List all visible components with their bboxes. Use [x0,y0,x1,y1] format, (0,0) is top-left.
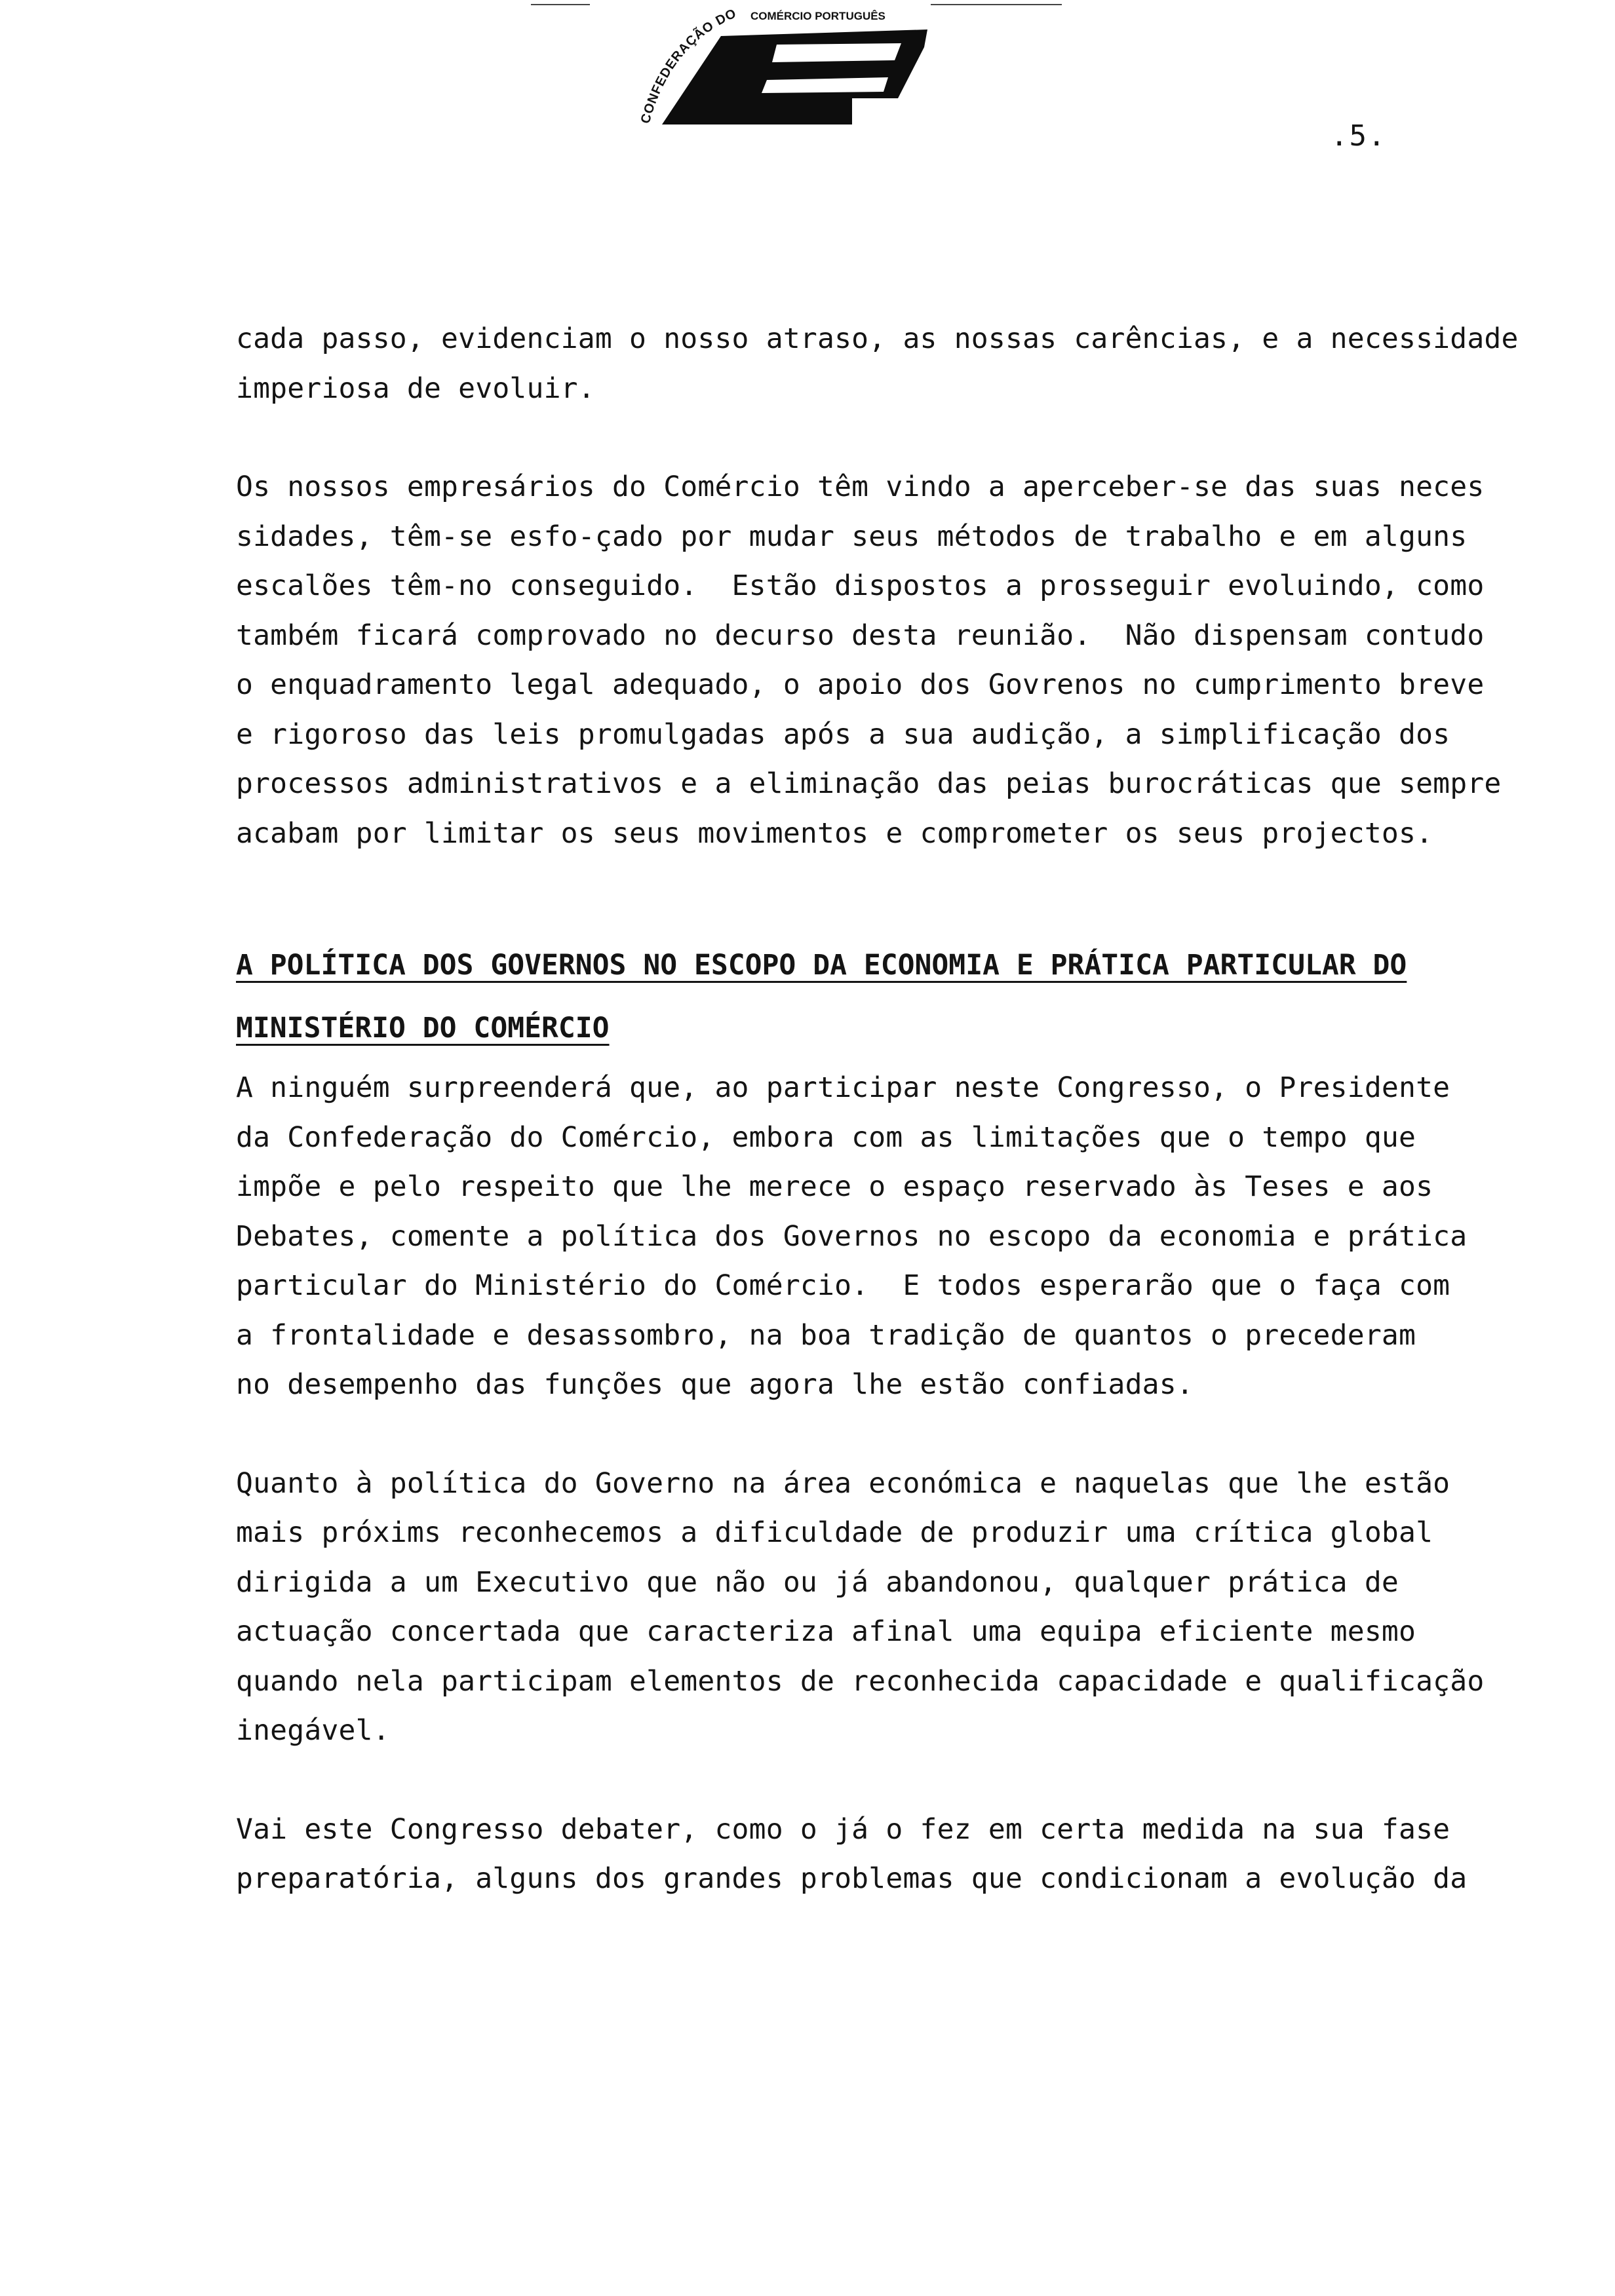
text-line: imperiosa de evoluir. [236,372,595,405]
text-line: cada passo, evidenciam o nosso atraso, as nossas carências, e a necessidade [236,322,1519,355]
page-number: .5. [1331,119,1387,153]
text-line: da Confederação do Comércio, embora com as limitações que o tempo que [236,1120,1416,1154]
text-line: Debates, comente a política dos Governos no escopo da economia e prática [236,1219,1468,1253]
text-line: actuação concertada que caracteriza afinal uma equipa eficiente mesmo [236,1615,1416,1648]
text-line: a frontalidade e desassombro, na boa tradição de quantos o precederam [236,1318,1416,1352]
text-line: e rigoroso das leis promulgadas após a sua audição, a simplificação dos [236,718,1450,751]
text-line: preparatória, alguns dos grandes problemas que condicionam a evolução da [236,1862,1468,1895]
text-line: processos administrativos e a eliminação das peias burocráticas que sempre [236,767,1502,800]
paragraph-2 [236,463,1502,858]
text-line: particular do Ministério do Comércio. E todos esperarão que o faça com [236,1269,1450,1302]
text-line: Quanto à política do Governo na área económica e naquelas que lhe estão [236,1466,1450,1500]
text-line: quando nela participam elementos de reconhecida capacidade e qualificação [236,1664,1485,1698]
section-heading [236,934,1481,1060]
header-rule-right [931,4,1062,5]
text-line: escalões têm-no conseguido. Estão dispostos a prosseguir evoluindo, como [236,569,1485,602]
header-rule-left [531,4,590,5]
paragraph-5 [236,1805,1481,1904]
paragraph-4 [236,1459,1485,1756]
heading-line: MINISTÉRIO DO COMÉRCIO [236,1012,610,1044]
text-line: inegável. [236,1714,390,1747]
logo-top-text: COMÉRCIO PORTUGUÊS [750,10,885,22]
text-line: o enquadramento legal adequado, o apoio dos Govrenos no cumprimento breve [236,668,1485,701]
text-line: A ninguém surpreenderá que, ao participar neste Congresso, o Presidente [236,1071,1450,1104]
heading-line: A POLÍTICA DOS GOVERNOS NO ESCOPO DA ECONOMIA E PRÁTICA PARTICULAR DO [236,949,1407,982]
text-line: no desempenho das funções que agora lhe estão confiadas. [236,1368,1194,1401]
document-body [236,315,1519,1904]
text-line: Vai este Congresso debater, como o já o fez em certa medida na sua fase [236,1812,1450,1846]
text-line: também ficará comprovado no decurso desta reunião. Não dispensam contudo [236,619,1485,652]
text-line: impõe e pelo respeito que lhe merece o espaço reservado às Teses e aos [236,1170,1433,1203]
text-line: dirigida a um Executivo que não ou já abandonou, qualquer prática de [236,1565,1399,1599]
confederation-logo [636,0,950,131]
logo-icon [636,0,950,131]
paragraph-1 [236,315,1519,413]
text-line: Os nossos empresários do Comércio têm vindo a aperceber-se das suas neces [236,470,1485,503]
text-line: sidades, têm-se esfo-çado por mudar seus métodos de trabalho e em alguns [236,520,1468,553]
paragraph-3 [236,1063,1481,1410]
text-line: mais próxims reconhecemos a dificuldade de produzir uma crítica global [236,1516,1433,1549]
logo-arc-text: CONFEDERAÇÃO DO [638,6,739,126]
text-line: acabam por limitar os seus movimentos e comprometer os seus projectos. [236,816,1433,850]
